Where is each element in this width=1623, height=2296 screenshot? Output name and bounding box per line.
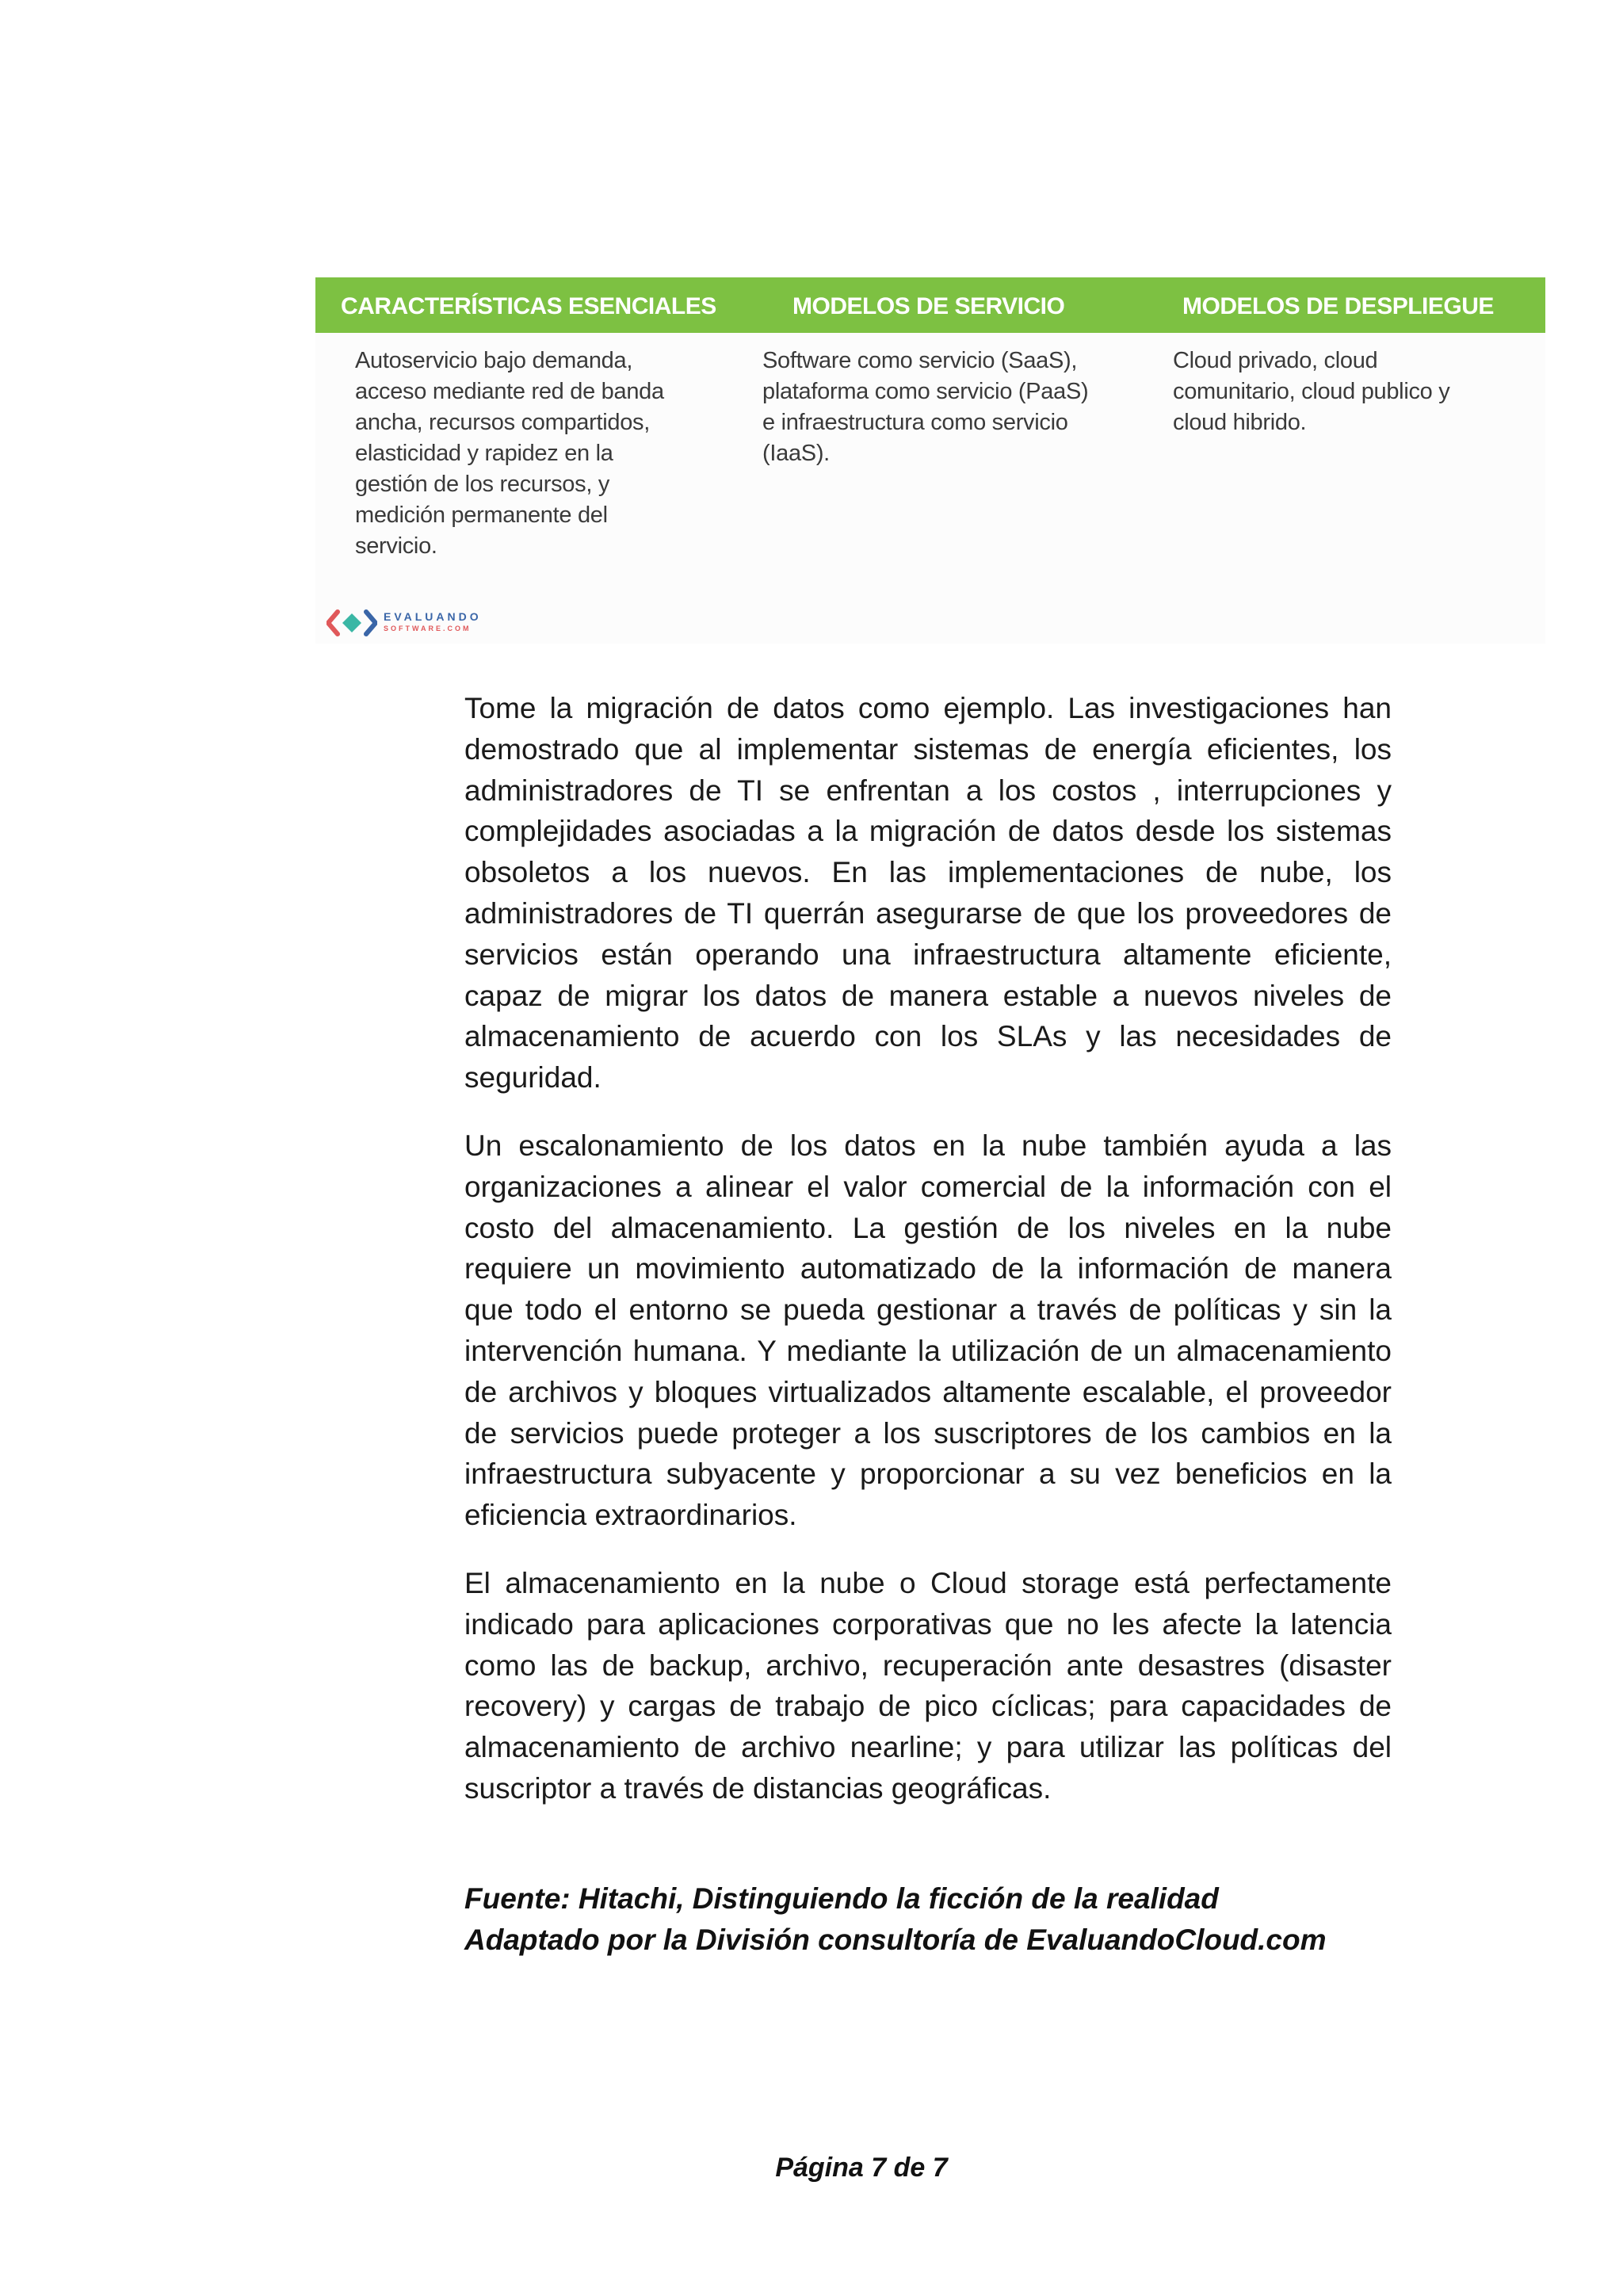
column-line: gestión de los recursos, y [355,472,610,497]
column-line: acceso mediante red de banda [355,379,664,404]
logo-mark-icon [327,607,377,639]
column-line: ancha, recursos compartidos, [355,410,650,435]
column-line: Cloud privado, cloud [1173,348,1378,373]
column-line: e infraestructura como servicio [762,410,1068,435]
column-line: elasticidad y rapidez en la [355,441,613,466]
logo-word-software: SOFTWARE.COM [384,625,472,632]
column-line: plataforma como servicio (PaaS) [762,379,1089,404]
figure-header-bar [315,277,1545,333]
column-caracteristicas [355,346,664,562]
source-line-fuente: Fuente: Hitachi, Distinguiendo la ficción de la realidad [464,1882,1219,1915]
column-line: Autoservicio bajo demanda, [355,348,633,373]
header-modelos-servicio: MODELOS DE SERVICIO [792,293,1065,319]
logo-word-evaluando: EVALUANDO [384,610,482,623]
cloud-summary-figure [315,277,1545,644]
paragraph-cloud-storage: El almacenamiento en la nube o Cloud storage está perfectamente indicado para aplicaciones corporativas que no les afecte la latencia como las de backup, archivo, recuperación ante desastres (disaster recovery) y cargas de trabajo de pico cíclicas; para capacidades de almacenamiento de archivo nearline; y para utilizar las políticas del suscriptor a través de distancias geográficas. [464,1567,1392,1805]
column-line: servicio. [355,533,437,559]
evaluando-software-logo [327,607,501,639]
paragraph-escalonamiento: Un escalonamiento de los datos en la nube también ayuda a las organizaciones a alinear el valor comercial de la información con el costo del almacenamiento. La gestión de los niveles en la nube requiere un movimiento automatizado de la información de manera que todo el entorno se pueda gestionar a través de políticas y sin la intervención humana. Y mediante la utilización de un almacenamiento de archivos y bloques virtualizados altamente escalable, el proveedor de servicios puede proteger a los suscriptores de los cambios en la infraestructura subyacente y proporcionar a su vez beneficios en la eficiencia extraordinarios. [464,1129,1392,1532]
column-line: (IaaS). [762,441,830,466]
column-line: cloud hibrido. [1173,410,1307,435]
header-modelos-despliegue: MODELOS DE DESPLIEGUE [1182,293,1494,319]
column-line: medición permanente del [355,502,608,528]
header-caracteristicas: CARACTERÍSTICAS ESENCIALES [341,293,716,319]
column-line: comunitario, cloud publico y [1173,379,1450,404]
paragraph-migracion: Tome la migración de datos como ejemplo. Las investigaciones han demostrado que al implementar sistemas de energía eficientes, los administradores de TI se enfrentan a los costos , interrupciones y complejidades asociadas a la migración de datos desde los sistemas obsoletos a los nuevos. En las implementaciones de nube, los administradores de TI querrán asegurarse de que los proveedores de servicios están operando una infraestructura altamente eficiente, capaz de migrar los datos de manera estable a nuevos niveles de almacenamiento de acuerdo con los SLAs y las necesidades de seguridad. [464,692,1392,1095]
column-line: Software como servicio (SaaS), [762,348,1078,373]
source-citation [464,1878,1327,1961]
source-line-adaptado: Adaptado por la División consultoría de EvaluandoCloud.com [464,1924,1327,1956]
column-modelos-despliegue [1173,346,1449,438]
page-number: Página 7 de 7 [775,2153,948,2183]
column-modelos-servicio [762,346,1088,469]
